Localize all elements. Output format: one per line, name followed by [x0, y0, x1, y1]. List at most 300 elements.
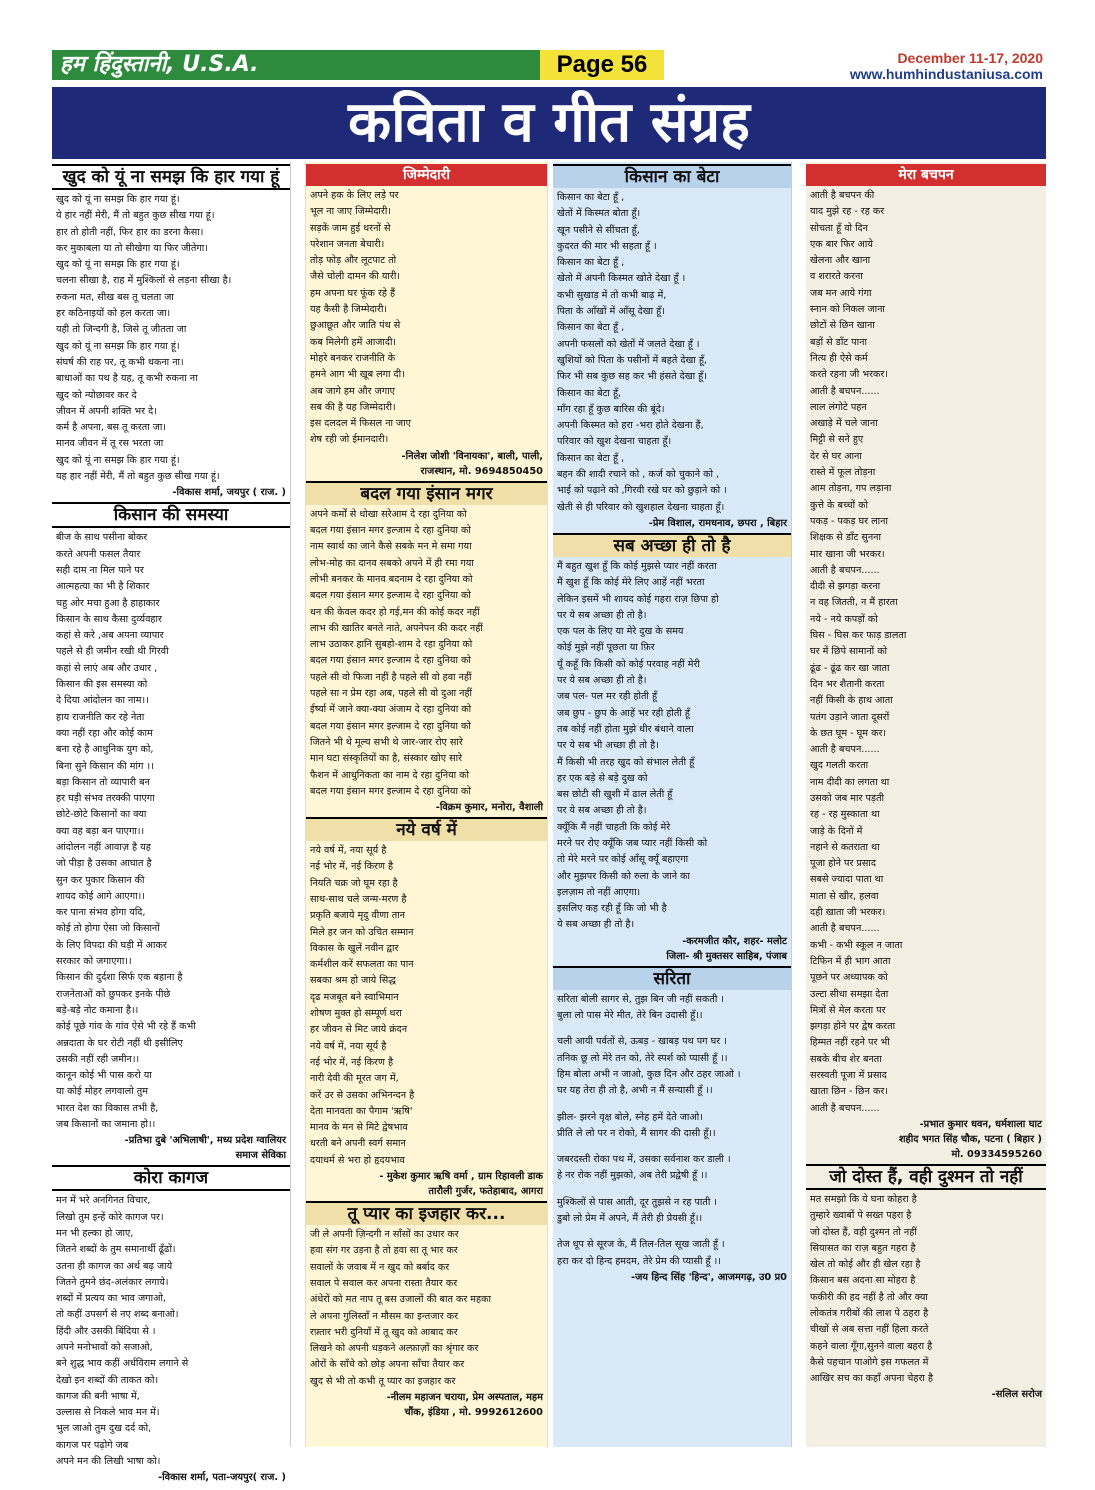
poem-line: किसान का बेटा हूँ , — [557, 192, 625, 203]
poem-line: दही खाता जी भरकर। — [810, 907, 886, 919]
poem-line: इलज़ाम तो नहीं आएगा। — [557, 886, 641, 898]
poet-byline: -विकास शर्मा, पता-जयपुर( राज. ) — [158, 1472, 286, 1484]
poem-line: दीदी से झगड़ा करना — [810, 581, 881, 593]
poem-line: बड़े-बड़े नोट कमाना है।। — [56, 1004, 139, 1016]
poem-title: सरिता — [553, 966, 791, 990]
poem-line: नहीं किसी के हाथ आता — [810, 695, 893, 707]
poet-byline: -प्रतिभा दुबे 'अभिलाषी', मध्य प्रदेश ग्वालियर — [124, 1135, 286, 1147]
poem-line: आम तोड़ना, गप लड़ाना — [810, 483, 892, 495]
poem-line: हिम्मत नहीं रहने पर भी — [810, 1037, 890, 1049]
poem-line: शिक्षक से डाँट सुनना — [810, 532, 881, 544]
poem-line: ओरों के साँचे को छोड़ अपना साँचा तैयार कर — [310, 1359, 465, 1371]
poem-line: रुकना मत, सीख बस तू चलता जा — [56, 291, 174, 303]
poem-line: करते रहना जी भरकर। — [810, 369, 888, 381]
poem-line — [557, 1185, 787, 1195]
poem-line: कर मुकाबला या तो सीखेगा या फिर जीतेगा। — [56, 242, 208, 254]
poem-line: सवालों के जवाब में न खुद को बर्बाद कर — [310, 1261, 450, 1273]
poem-line: भूल ना जाए जिम्मेदारी। — [310, 206, 391, 218]
poem-line: जो पीड़ा है उसका आघात है — [56, 858, 152, 870]
poem-line: आखिर सच का कहाँ अपना चेहरा है — [810, 1373, 934, 1385]
poem-line: जी ले अपनी ज़िन्दगी न साँसों का उधार कर — [310, 1229, 459, 1241]
poem-line: टिफिन में ही भाग आता — [810, 955, 891, 967]
poem-line: दिन भर शैतानी करता — [810, 678, 885, 690]
poem-line: मत समझो कि ये घना कोहरा है — [810, 1193, 917, 1205]
poem-title: कोरा कागज — [52, 1165, 290, 1191]
poem-line: मन भी हल्का हो जाए, — [56, 1227, 134, 1239]
poem-line: तो मेरे मरने पर कोई आँसू क्यूँ बहाएगा — [557, 854, 689, 866]
poem-line: कर पाना संभव होगा यदि, — [56, 907, 146, 919]
poem-line: क्या वह बड़ा बन पाएगा।। — [56, 825, 145, 837]
poet-byline: -जय हिन्द सिंह 'हिन्द', आजमगढ़, उ0 प्र0 — [631, 1271, 787, 1283]
poet-byline: -प्रभात कुमार धवन, धर्मशाला घाट — [919, 1118, 1042, 1130]
poem-line: आती है बचपन...... — [810, 564, 880, 576]
poem-line: नियति चक्र जो घूम रहा है — [310, 877, 398, 889]
poet-byline: -करमजीत कौर, शहर- मलोट — [682, 935, 787, 947]
poem-line: यह हार नहीं मेरी, मैं तो बहुत कुछ सीख गया हूं। — [56, 471, 220, 483]
poem-line: खुद को न्योछावर कर दे — [56, 389, 137, 401]
poem-line: अपनी किस्मत को हरा -भरा होते देखना हैं, — [557, 420, 704, 432]
poem-line: कहां से करे ,अब अपना व्यापार — [56, 630, 164, 642]
poem-line: लेकिन इसमें भी शायद कोई गहरा राज़ छिपा हो — [557, 593, 719, 605]
website-link[interactable]: www.humhindustaniusa.com — [849, 66, 1043, 82]
poem-line: बीज के साथ पसीना बोकर — [56, 532, 148, 544]
poem-line: देर से घर आना — [810, 450, 862, 462]
poem-line: भारत देश का विकास तभी है, — [56, 1102, 159, 1114]
poem-line: उसको जब मार पड़ती — [810, 792, 885, 804]
poem-line: सबसे ज्यादा पाता था — [810, 874, 884, 886]
column-3 — [553, 162, 792, 1447]
poem-title: मेरा बचपन — [806, 164, 1046, 186]
poem-line: हर घड़ी संभव तरक्की पाएगा — [56, 793, 155, 805]
poet-byline: मो. 09334595260 — [951, 1148, 1042, 1160]
poem-line: के लिए विपदा की घड़ी में आकर — [56, 939, 167, 951]
poem-line: खुद गलती करता — [810, 760, 869, 772]
poem-line: अन्नदाता के घर रोटी नहीं थी इसीलिए — [56, 1037, 183, 1049]
poem-line: ये सब अच्छा ही तो है। — [557, 919, 635, 931]
poem-title: बदल गया इंसान मगर — [306, 481, 547, 505]
poem-line: खुशियों को पिता के पसीनों में बहते देखा हूँ, — [557, 354, 707, 366]
poem-title: नये वर्ष में — [306, 817, 547, 841]
poem-line: बिना सुने किसान की मांग ।। — [56, 760, 154, 772]
poem-line: बदल गया इंसान मगर इल्जाम दे रहा दुनिया को — [310, 720, 471, 732]
column-2 — [305, 162, 548, 1447]
poem-line: पहले से ही जमीन रखी थी गिरवी — [56, 646, 169, 658]
poem-line: उतना ही कागज का अर्थ बढ़ जाये — [56, 1260, 173, 1272]
poem-line: खून पसीने से सींचता हूँ, — [557, 224, 640, 236]
poem-line: खेलना और खाना — [810, 255, 871, 267]
poem-line: झगड़ा होने पर द्वेष करता — [810, 1021, 896, 1033]
poem-line: अपने मनोभावों को सजाओ, — [56, 1342, 153, 1353]
poem-line: लाभ की खातिर बनते नाते, अपनेपन की कदर नहीं — [310, 622, 483, 634]
poem-line: या कोई मोहर लगवालो तुम — [56, 1086, 148, 1098]
poem-title: तू प्यार का इजहार कर... — [306, 1201, 547, 1225]
poem-line: ईर्ष्या में जाने क्या-क्या अंजाम दे रहा दुनिया को — [310, 704, 472, 716]
poet-byline: चौंक, इंडिया , मो. 9992612600 — [404, 1407, 543, 1418]
poem-line: भाई को पढ़ाने को ,गिरवी रखे घर को छुड़ाने को । — [557, 485, 727, 497]
poem-line: बड़ा किसान तो व्यापारी बन — [56, 776, 150, 788]
poem-line: के छत घूम - घूम कर। — [810, 727, 887, 739]
poem-title: जिम्मेदारी — [306, 164, 547, 186]
poem-line: मित्रों से मेल करता पर — [810, 1004, 886, 1016]
poem-line: हिम बोला अभी न जाओ, कुछ दिन और ठहर जाओ । — [557, 1068, 741, 1080]
poem-line: किसान का बेटा हूँ , — [557, 452, 625, 464]
poem-title: किसान का बेटा — [553, 164, 791, 188]
poem-section — [806, 164, 1046, 1162]
poem-line: हम अपना घर फूंक रहे हैं — [310, 287, 396, 299]
poem-line: जितने भी थे मूल्य सभी थे जार-जार रोए सारे — [310, 736, 463, 748]
poem-line: सही दाम ना मिल पाने पर — [56, 564, 144, 576]
poem-line: उल्टा सीधा समझा देता — [810, 988, 889, 1000]
poem-line: लोभ-मोह का दानव सबको अपने में ही रमा गया — [310, 557, 474, 569]
poem-line: रह - रह मुस्काता था — [810, 809, 880, 821]
poem-line: अपने मन की लिखी भाषा को। — [56, 1456, 161, 1468]
poem-line: आती है बचपन...... — [810, 1102, 880, 1114]
poem-line: रफ़्तार भरी दुनियाँ में तू खुद को आबाद कर — [310, 1326, 458, 1338]
poem-line: शब्दों में प्रत्यय का भाव जगाओ, — [56, 1293, 166, 1305]
poem-line: न वह जितती, न मैं हारता — [810, 597, 898, 609]
poem-line: आती है बचपन...... — [810, 923, 880, 935]
poem-line: कैसे पहचान पाओगे इस गफलत में — [810, 1356, 929, 1368]
poem-line: हिंदी और उसकी बिंदिया से । — [56, 1325, 156, 1337]
poem-line: चली आयी पर्वतों से, ऊबड़ - खाबड़ पथ पग घर । — [557, 1036, 727, 1048]
poem-line: पर ये सब अच्छा ही तो है। — [557, 675, 647, 687]
poem-line: और मुझपर किसी को रुला के जाने का — [557, 870, 690, 882]
poem-body — [306, 1227, 547, 1390]
poet-byline: -विक्रम कुमार, मनोरा, वैशाली — [435, 802, 543, 814]
poem-line: पर ये सब अच्छा ही तो है। — [557, 609, 647, 621]
poem-line: उल्लास से निकले भाव मन में। — [56, 1407, 160, 1419]
poem-line: बदल गया इंसान मगर इल्जाम दे रहा दुनिया को — [310, 655, 471, 667]
poem-line: तुम्हारे ख्वाबों पे सख्त पहरा है — [810, 1210, 912, 1222]
poem-line: नये वर्ष में, नया सूर्य है — [310, 1040, 387, 1052]
poem-line: परेशान जनता बेचारी। — [310, 238, 385, 250]
poem-line: कागज की बनी भाषा में, — [56, 1390, 140, 1402]
poem-line: किसान का बेटा हूँ , — [557, 322, 625, 334]
poem-line: फैशन में आधुनिकता का नाम दे रहा दुनिया को — [310, 769, 470, 781]
poem-line: किसान के साथ कैसा दुर्व्यवहार — [56, 613, 162, 625]
poem-line: ये हार नहीं मेरी, मैं तो बहुत कुछ सीख गया हूं। — [56, 210, 215, 222]
poet-byline: -नीलम महाजन चराया, प्रेम अस्पताल, महम — [386, 1392, 543, 1403]
poem-line: मिट्टी से सने हुए — [810, 434, 864, 446]
poem-line: नाम स्वार्थ का जाने कैसे सबके मन मे समा गया — [310, 541, 472, 553]
page-banner-title: कविता व गीत संग्रह — [52, 87, 1046, 159]
poet-byline: जिला- श्री मुक्तसर साहिब, पंजाब — [666, 950, 787, 962]
poem-body — [806, 1192, 1046, 1388]
poem-line: चहु ओर मचा हुआ है हाहाकार — [56, 597, 160, 609]
poem-line: पहले सा न प्रेम रहा अब, पहले सी वो दुआ नहीं — [310, 688, 473, 700]
poem-line: बस छोटी सी खुशी में ढाल लेती हूँ — [557, 789, 673, 801]
poem-line: उसकी नहीं रही जमीन।। — [56, 1053, 140, 1065]
poem-line: तो कहीं उपसर्ग से नए शब्द बनाओ। — [56, 1309, 179, 1321]
poem-line: तेज धूप से सूरज के, मैं तिल-तिल सूख जाती हूँ । — [557, 1239, 725, 1251]
poem-line: नारी देवी की मूरत जग में, — [310, 1073, 399, 1085]
poem-line: मैं किसी भी तरह खुद को संभाल लेती हूँ — [557, 756, 695, 768]
poem-line: सवाल पे सवाल कर अपना रास्ता तैयार कर — [310, 1277, 458, 1289]
poem-line: मन में भरे अनगिनत विचार, — [56, 1195, 151, 1207]
poem-line: यही तो जिन्दगी है, जिसे तू जीतता जा — [56, 324, 187, 336]
poet-byline: समाज सेविका — [235, 1150, 286, 1162]
poem-line: विकास के खुलें नवीन द्वार — [310, 942, 399, 954]
poem-line: जैसे चोली दामन की यारी। — [310, 271, 400, 283]
poem-body — [553, 992, 791, 1270]
poem-line: कुत्ते के बच्चों को — [810, 499, 869, 511]
poem-line: एक पल के लिए या मेरे दुख के समय — [557, 626, 684, 638]
poem-line: जबरदस्ती रोका पथ में, उसका सर्वनाश कर डाली । — [557, 1154, 731, 1166]
poem-line: कभी - कभी स्कूल न जाता — [810, 939, 903, 951]
poem-section — [52, 1165, 290, 1485]
poem-line: बना रहे है आधुनिक युग को, — [56, 744, 154, 756]
poem-line: जितने शब्दों के तुम समानार्थी ढूँढों। — [56, 1244, 176, 1256]
poem-line: हार तो होती नहीं, फिर हार का डरना कैसा। — [56, 226, 204, 238]
poet-byline: -निलेश जोशी 'विनायका', बाली, पाली, — [401, 450, 543, 462]
poem-line: फिर भी सब कुछ सह कर भी हंसते देखा हूँ। — [557, 371, 707, 383]
poem-line: लिखने को अपनी धड़कने अल्फ़ाज़ों का श्रृंगार कर — [310, 1343, 479, 1355]
poem-line: प्रकृति बजाये मृदु वीणा तान — [310, 910, 405, 922]
poem-line: हर कठिनाइयों को हल करता जा। — [56, 308, 171, 320]
poem-line: नित्य ही ऐसे कर्म — [810, 352, 868, 364]
poem-line: अपने हक के लिए लड़े पर — [310, 190, 399, 201]
poem-line: खुद को यूं ना समझ कि हार गया हूं। — [56, 194, 180, 205]
poem-line: बाधाओं का पथ है यह, तू कभी रुकना ना — [56, 373, 198, 385]
poem-line: दयाधर्म से भरा हो हृदयभाव — [310, 1154, 405, 1166]
poem-line: जब पल- पल मर रही होती हूँ — [557, 691, 658, 703]
column-1 — [52, 162, 291, 1484]
poem-section — [306, 817, 547, 1199]
poem-line: अब जागे हम और जगाए — [310, 385, 395, 397]
poem-line: बुला लो पास मेरे मीत, तेरे बिन उदासी हूँ।। — [557, 1010, 703, 1022]
poem-line: चीखों से अब सत्ता नहीं हिला करते — [810, 1324, 929, 1336]
poem-line: देखो इन शब्दों की ताकत को। — [56, 1374, 159, 1386]
poem-line: हमने आग भी खूब लगा दी। — [310, 369, 405, 381]
poem-line: जाड़े के दिनों में — [810, 825, 863, 837]
poem-line: घर यह तेरा ही तो है, अभी न मैं सन्यासी हूँ ।। — [557, 1085, 713, 1097]
poem-line: कहने वाला गूँगा,सुनने वाला बहरा है — [810, 1340, 933, 1352]
poem-line: कागज पर पढ़ोगे जब — [56, 1439, 129, 1451]
poem-section — [306, 1201, 547, 1420]
poem-line: साथ-साथ चले जन्म-मरण है — [310, 893, 407, 905]
poem-line: छुआछूत और जाति पंथ से — [310, 320, 401, 332]
poem-line: सियासत का राज़ बहुत गहरा है — [810, 1242, 916, 1254]
poem-line: व शरारते करना — [810, 271, 863, 283]
poem-line: छोटे-छोटे किसानों का क्या — [56, 809, 147, 821]
poem-line: नई भोर में, नई किरण है — [310, 1056, 394, 1068]
poem-line: प्रीति ले लो पर न रोको, मैं सागर की दासी हूँ।। — [557, 1127, 716, 1139]
poem-line: अखाड़े में चले जाना — [810, 418, 878, 430]
poem-line — [557, 1142, 787, 1152]
poem-line: कुदरत की मार भी सहता हूँ । — [557, 240, 657, 252]
poem-line: यूँ कहूँ कि किसी को कोई परवाह नहीं मेरी — [557, 658, 700, 670]
poem-line: हे नर रोक नहीं मुझको, अब तेरी प्रद्वेषी हूँ ।। — [557, 1170, 708, 1182]
poem-line: जीवन में अपनी शक्ति भर दे। — [56, 405, 157, 417]
poem-line: पकड़ - पकड़ घर लाना — [810, 515, 888, 527]
poem-line: फकीरी की हद नहीं है तो और क्या — [810, 1291, 928, 1303]
poet-byline: -प्रेम विशाल, रामधनाव, छपरा , बिहार — [648, 517, 787, 529]
poem-line: रास्ते में फूल तोड़ना — [810, 467, 876, 479]
poem-line: झील- झरने वृक्ष बोले, स्नेह हमें देते जाओ। — [557, 1111, 703, 1123]
poem-line: देता मानवता का पैगाम 'ऋषि' — [310, 1105, 413, 1117]
poem-line — [557, 1100, 787, 1110]
poem-line: हवा संग गर उड़ना है तो हवा सा तू भार कर — [310, 1245, 458, 1257]
poem-line: पूजा होने पर प्रसाद — [810, 858, 877, 870]
poem-line: कोई मुझे नहीं पूछता या फ़िर — [557, 642, 655, 654]
poem-line: लिखो तुम इन्हें कोरे कागज पर। — [56, 1211, 164, 1223]
poem-line: हाय राजनीति कर रहे नेता — [56, 711, 145, 723]
poem-line: सुन कर पुकार किसान की — [56, 874, 145, 886]
poem-section — [553, 533, 791, 964]
poem-line: लोभी बनकर के मानव बदनाम दे रहा दुनिया को — [310, 573, 473, 585]
poem-line: नहाने से कतराता था — [810, 841, 880, 853]
poem-line: कर्म है अपना, बस तू करता जा। — [56, 422, 167, 434]
poem-line: कब मिलेगी हमें आजादी। — [310, 336, 397, 348]
poem-line: पर ये सब भी अच्छा ही तो है। — [557, 740, 659, 752]
poem-line: क्या नहीं रहा और कोई काम — [56, 727, 153, 739]
poem-line: हरा कर दो हिन्द हमदम, तेरे प्रेम की प्यासी हूँ ।। — [557, 1255, 721, 1267]
poem-line: बदल गया इंसान मगर इल्जाम दे रहा दुनिया को — [310, 525, 471, 537]
poem-line: पहले सी वो फिजा नहीं है पहले सी वो हवा नहीं — [310, 671, 472, 683]
poem-line: आंदोलन नहीं आवाज़ है यह — [56, 841, 151, 853]
poem-line: स्नान को निकल जाना — [810, 304, 885, 316]
poem-body — [52, 192, 290, 485]
poem-line: मरने पर रोए क्यूँकि जब प्यार नहीं किसी को — [557, 837, 708, 849]
poem-line: सोचता हूँ वो दिन — [810, 222, 868, 234]
poem-line: किसान की दुर्दशा सिर्फ एक बहाना है — [56, 972, 183, 984]
poem-line: कहां से लाएं अब और उधार , — [56, 662, 158, 674]
poem-section — [306, 164, 547, 479]
poem-line: सरस्वती पूजा में प्रसाद — [810, 1070, 887, 1082]
poem-line: राजनेताओं को छुपकर इनके पीछे — [56, 988, 171, 1000]
poem-line: अपनी फसलों को खेतों में जलते देखा हूँ । — [557, 338, 700, 350]
poem-line: नाम दीदी का लगता था — [810, 776, 890, 788]
poem-body — [806, 188, 1046, 1117]
poem-line: भुल जाओ तुम दुख दर्द को, — [56, 1423, 152, 1435]
poet-byline: शहीद भगत सिंह चौक, पटना ( बिहार ) — [898, 1133, 1042, 1145]
poem-line: तनिक छू लो मेरे तन को, तेरे स्पर्श को प्यासी हूँ ।। — [557, 1052, 728, 1064]
poem-line: आत्महत्या का भी है शिकार — [56, 581, 150, 593]
poem-line: सबके बीच शेर बनता — [810, 1053, 882, 1065]
poem-line: संघर्ष की राह पर, तू कभी थकना ना। — [56, 356, 184, 368]
poem-line: कभी सुखाड़ में तो कभी बाढ़ में, — [557, 289, 667, 301]
poem-line: शोषण मुक्त हो सम्पूर्ण धरा — [310, 1008, 402, 1020]
poem-line: करें उर से उसका अभिनन्दन है — [310, 1089, 415, 1101]
poem-line: खेतो में अपनी किस्मत खोते देखा हूँ । — [557, 273, 686, 285]
poem-line: मार खाना जी भरकर। — [810, 548, 885, 560]
poem-line: नये - नये कपड़ों को — [810, 613, 878, 625]
poem-line: अंधेरों को मत नाप तू बस उजालों की बात कर महका — [310, 1294, 491, 1306]
poem-section — [52, 164, 290, 500]
poem-section — [306, 481, 547, 815]
poem-line: सब की है यह जिम्मेदारी। — [310, 401, 396, 413]
poem-line: मैं बहुत खुश हूँ कि कोई मुझसे प्यार नहीं करता — [557, 560, 717, 572]
poem-line: आती है बचपन...... — [810, 744, 880, 756]
poem-title: सब अच्छा ही तो है — [553, 533, 791, 557]
poem-title: किसान की समस्या — [52, 502, 290, 528]
poem-line: आती है बचपन...... — [810, 385, 880, 397]
poem-line: खेतों में किस्मत बोता हूँ। — [557, 208, 641, 220]
poem-line: लाल लंगोटे पहन — [810, 401, 867, 413]
poem-title: जो दोस्त हैं, वही दुश्मन तो नहीं — [806, 1164, 1046, 1190]
poem-line: खुद को यूं ना समझ कि हार गया हूं। — [56, 454, 180, 466]
poem-line: खेती से ही परिवार को खुशहाल देखना चाहता हूँ। — [557, 501, 725, 513]
poem-line: दृढ मजबूत बने स्वाभिमान — [310, 991, 399, 1003]
poet-byline: राजस्थान, मो. 9694850450 — [420, 465, 543, 477]
poem-line: जब छुप - छुप के आहें भर रही होती हूँ — [557, 707, 690, 719]
poem-body — [306, 188, 547, 449]
poem-line: मोहरे बनकर राजनीति के — [310, 352, 396, 364]
poem-line: डुबो लो प्रेम में अपने, मैं तेरी ही प्रेयसी हूँ।। — [557, 1213, 703, 1225]
poem-line: परिवार को खुश देखना चाहता हूँ। — [557, 436, 672, 448]
poem-body — [553, 190, 791, 516]
poem-line: मिले हर जन को उचित सम्मान — [310, 926, 414, 938]
poem-section — [52, 502, 290, 1163]
page-number: Page 56 — [540, 50, 664, 80]
poem-body — [52, 1193, 290, 1470]
poem-line: क्यूँकि मैं नहीं चाहती कि कोई मेरे — [557, 821, 671, 833]
poem-line: किसान बस अदना सा मोहरा है — [810, 1275, 916, 1287]
poem-body — [553, 559, 791, 934]
poem-line: करते अपनी फसल तैयार — [56, 548, 141, 560]
poem-section — [553, 164, 791, 531]
poem-line: पर ये सब अच्छा ही तो है। — [557, 805, 647, 817]
poem-line: कोई तो होगा ऐसा जो किसानों — [56, 923, 160, 935]
poem-line: इसलिए कह रही हूँ कि जो भी है — [557, 903, 667, 915]
poem-line: मैं खुश हूँ कि कोई मेरे लिए आहें नहीं भरता — [557, 577, 705, 589]
poem-line: तोड़ फोड़ और लूटपाट तो — [310, 255, 397, 267]
poem-line: घिस - घिस कर फाड़ डालता — [810, 630, 907, 642]
poet-byline: - मुकेश कुमार ऋषि वर्मा , ग्राम रिहावली डाक — [379, 1171, 543, 1183]
poem-line: पूछने पर अध्यापक को — [810, 972, 888, 984]
poet-byline: तारौली गुर्जर, फतेहाबाद, आगरा — [428, 1186, 543, 1198]
poem-line: खाता छिन - छिन कर। — [810, 1086, 888, 1098]
poem-line: मान घटा संस्कृतियों का है, संस्कार खोए सारे — [310, 753, 462, 765]
newspaper-brand: हम हिंदुस्तानी, U.S.A. — [52, 50, 540, 80]
poem-line: बहन की शादी रचाने को , कर्ज को चुकाने को , — [557, 469, 720, 481]
poem-line — [557, 1227, 787, 1237]
poem-line: जितने तुमने छंद-अलंकार लगाये। — [56, 1276, 169, 1288]
poem-line: धन की केवल कदर हो गई,मन की कोई कदर नहीं — [310, 606, 480, 618]
poem-line: जब किसानों का जमाना हो।। — [56, 1119, 156, 1131]
poem-line: सरकार को जगाएगा।। — [56, 956, 132, 968]
poem-line: मानव के मन से मिटे द्वेषभाव — [310, 1122, 408, 1134]
poem-line — [557, 1024, 787, 1034]
poem-line: खुद को यूं ना समझ कि हार गया हूं। — [56, 259, 180, 271]
poem-line: खेल तो कोई और ही खेल रहा है — [810, 1259, 921, 1271]
poem-line: बड़ों से डाँट पाना — [810, 336, 867, 348]
poem-line: माँग रहा हूँ कुछ बारिस की बूंदे। — [557, 403, 665, 415]
poem-line: कानून कोई भी पास करो या — [56, 1070, 152, 1082]
poem-line: हर एक बड़े से बड़े दुख को — [557, 772, 648, 784]
poem-line: पतंग उड़ाने जाता दूसरों — [810, 711, 890, 723]
poem-line: जब मन आये गंगा — [810, 287, 872, 299]
poem-line: माता से खीर, हलवा — [810, 890, 879, 902]
poem-body — [52, 530, 290, 1133]
issue-info — [850, 50, 1043, 82]
poem-line: लाभ उठाकर हानि सुबहो-शाम दे रहा दुनिया को — [310, 639, 473, 651]
poem-line: किसान का बेटा हूँ, — [557, 387, 622, 399]
poem-line: सबका श्रम हो जाये सिद्ध — [310, 975, 396, 987]
poem-line: एक बार फिर आये — [810, 238, 873, 250]
poem-line: मानव जीवन में तू रस भरता जा — [56, 438, 164, 450]
column-4 — [806, 162, 1046, 1447]
poem-line: यह कैसी है जिम्मेदारी। — [310, 304, 388, 316]
poem-line: नये वर्ष में, नया सूर्य है — [310, 845, 387, 857]
poem-line: जो दोस्त हैं, वही दुश्मन तो नहीं — [810, 1226, 917, 1238]
poet-byline: -विकास शर्मा, जयपुर ( राज. ) — [172, 487, 286, 499]
poem-line: चलना सीखा है, राह में मुश्किलों से लड़ना सीखा है। — [56, 275, 232, 287]
poem-line: सड़कें जाम हुई धरनों से — [310, 222, 391, 234]
poem-title: खुद को यूं ना समझ कि हार गया हूं — [52, 164, 290, 190]
poem-section — [806, 1164, 1046, 1403]
poem-line: खुद को यूं ना समझ कि हार गया हूं। — [56, 340, 180, 352]
